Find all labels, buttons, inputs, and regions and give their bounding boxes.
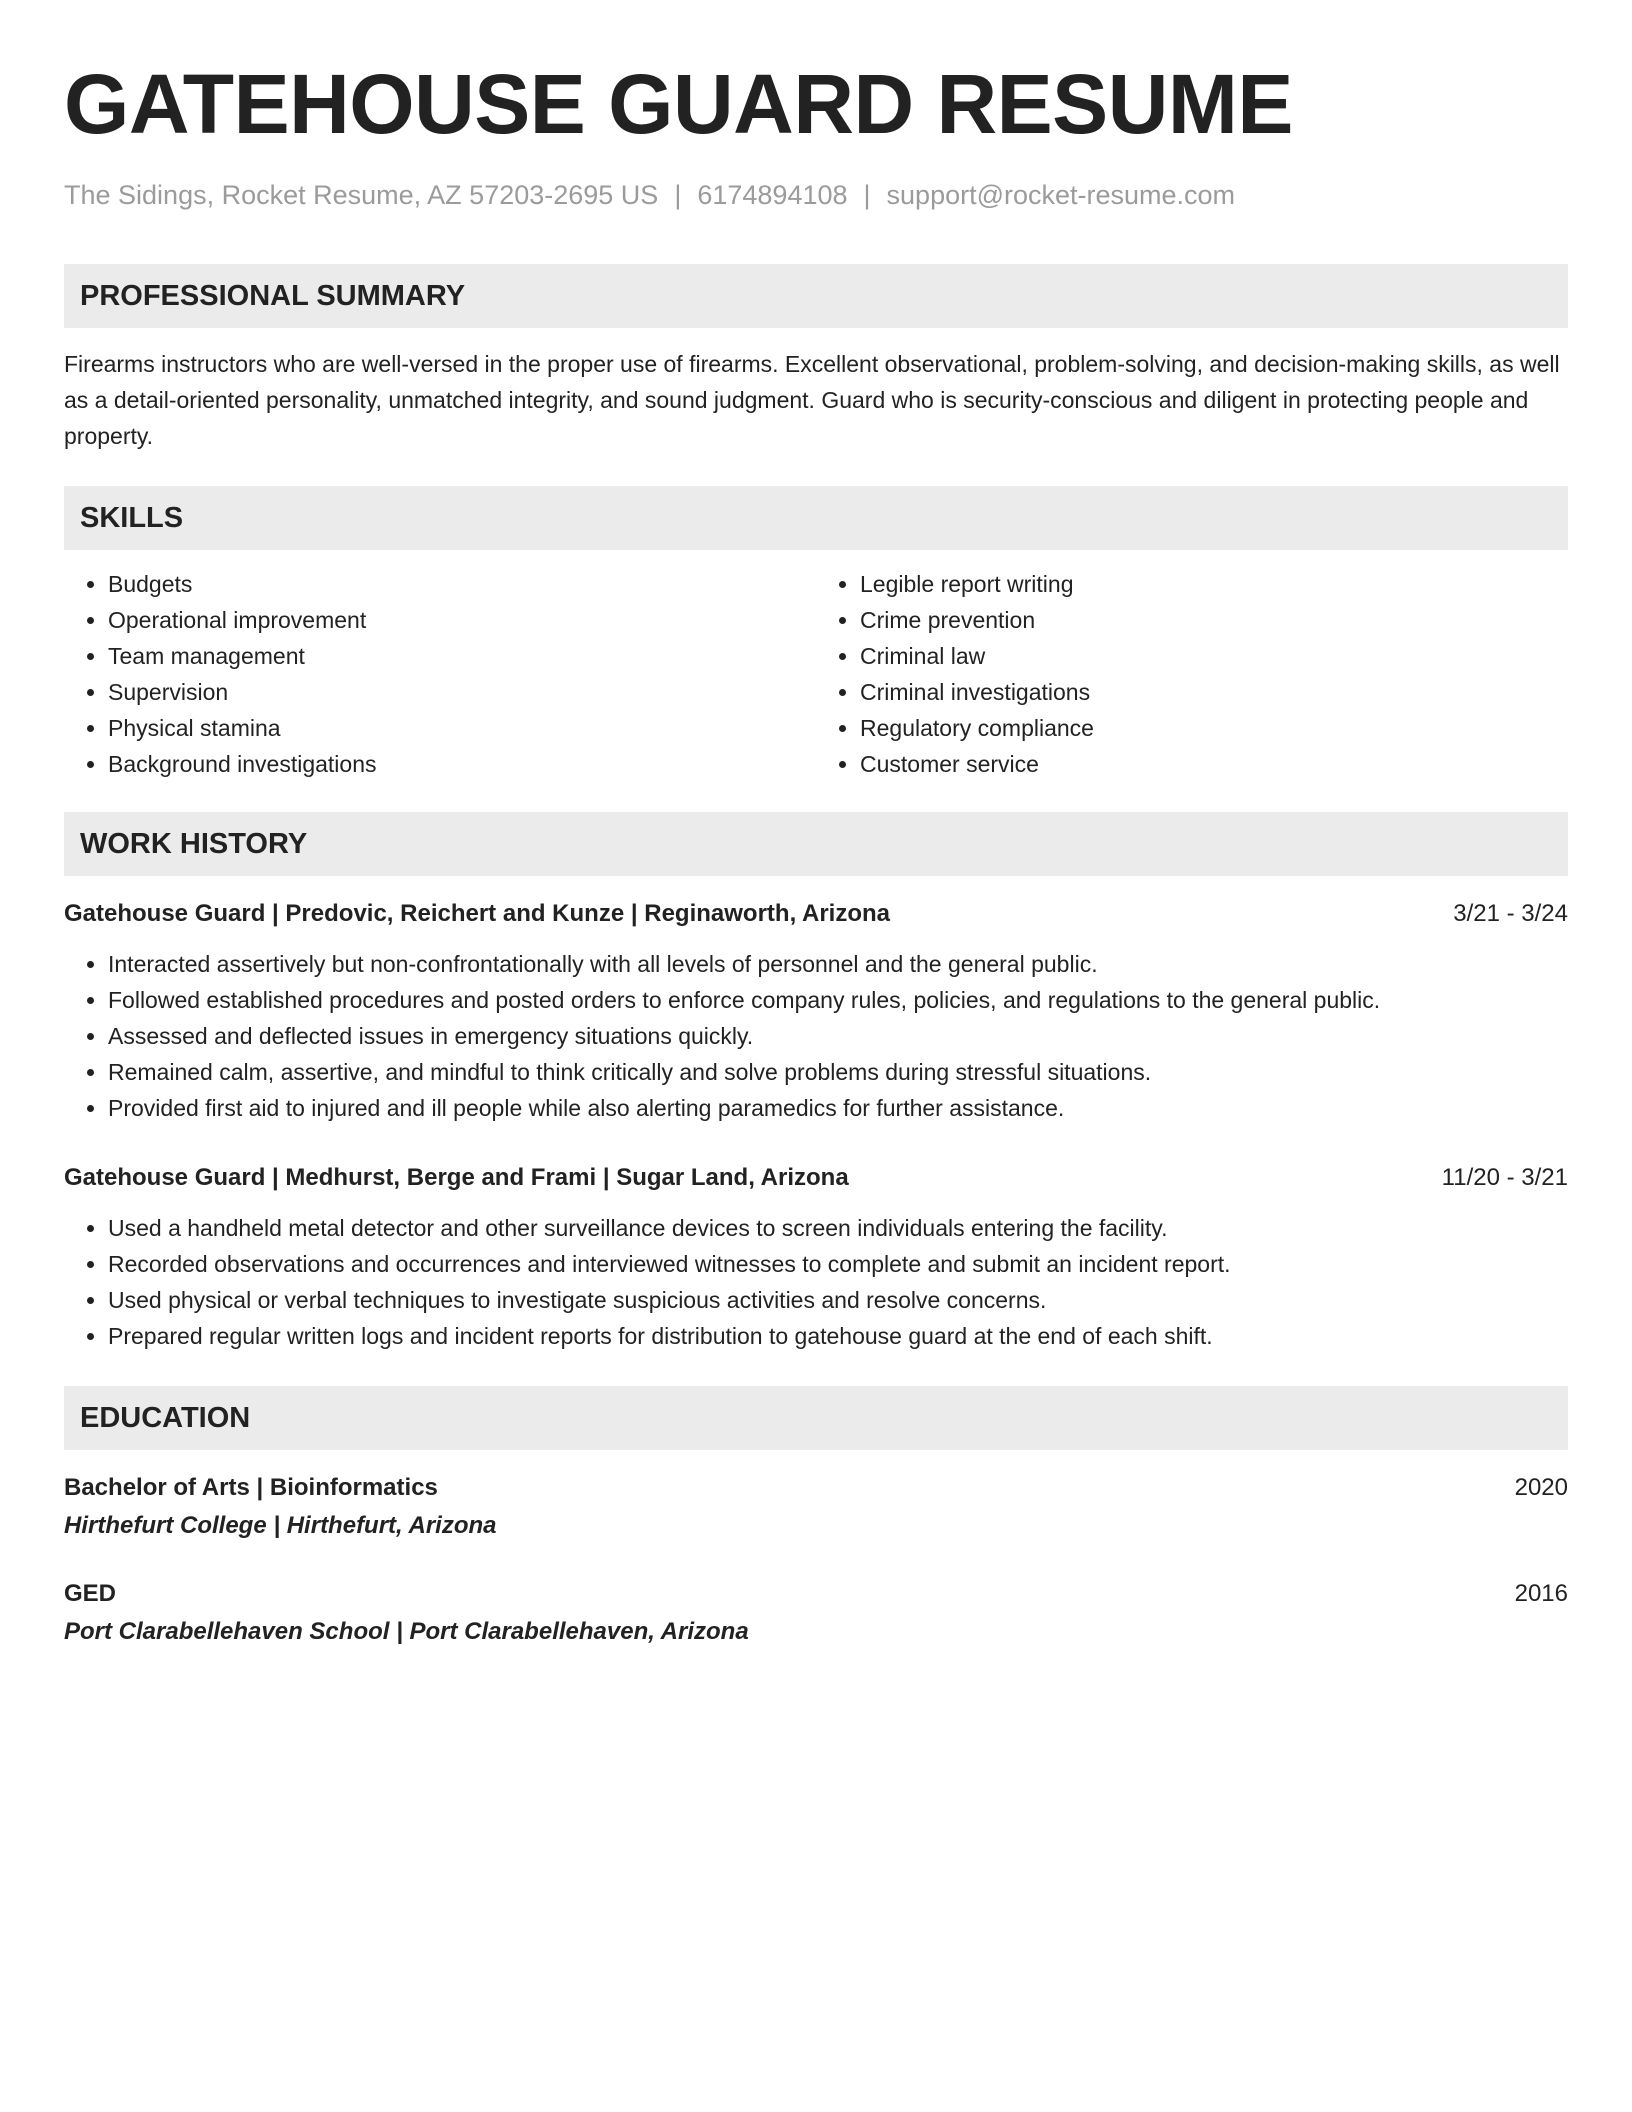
duty-item: • Provided first aid to injured and ill people while also alerting paramedics for further assistance. <box>108 1090 1568 1126</box>
duty-item: • Used a handheld metal detector and other surveillance devices to screen individuals entering the facility. <box>108 1210 1568 1246</box>
duty-item: • Interacted assertively but non-confrontationally with all levels of personnel and the general public. <box>108 946 1568 982</box>
job-duties <box>64 946 1568 1126</box>
skill-item: • Budgets <box>108 566 816 602</box>
contact-separator: | <box>674 180 682 210</box>
summary-heading: PROFESSIONAL SUMMARY <box>64 264 1568 328</box>
contact-line <box>64 178 1568 212</box>
job-entry <box>64 1162 1568 1354</box>
contact-phone: 6174894108 <box>697 180 848 210</box>
skills-list <box>64 566 1568 782</box>
skills-column-left <box>64 566 816 782</box>
skills-column-right <box>816 566 1568 782</box>
skill-item: • Supervision <box>108 674 816 710</box>
contact-separator: | <box>863 180 871 210</box>
job-duties <box>64 1210 1568 1354</box>
skill-item: • Legible report writing <box>860 566 1568 602</box>
education-entry <box>64 1472 1568 1542</box>
skill-item: • Operational improvement <box>108 602 816 638</box>
job-title: Gatehouse Guard | Predovic, Reichert and Kunze | Reginaworth, Arizona <box>64 900 891 927</box>
duty-item: • Followed established procedures and posted orders to enforce company rules, policies, and regulations to the general public. <box>108 982 1568 1018</box>
duty-item: • Assessed and deflected issues in emergency situations quickly. <box>108 1018 1568 1054</box>
job-entry <box>64 898 1568 1126</box>
skill-item: • Background investigations <box>108 746 816 782</box>
contact-address: The Sidings, Rocket Resume, AZ 57203-2695 US <box>64 180 659 210</box>
education-header <box>64 1578 1568 1610</box>
job-title: Gatehouse Guard | Medhurst, Berge and Frami | Sugar Land, Arizona <box>64 1164 849 1191</box>
graduation-year: 2020 <box>1514 1474 1568 1501</box>
job-header <box>64 898 1568 930</box>
job-dates: 11/20 - 3/21 <box>1441 1164 1568 1191</box>
skill-item: • Regulatory compliance <box>860 710 1568 746</box>
contact-email: support@rocket-resume.com <box>886 180 1236 210</box>
education-header <box>64 1472 1568 1504</box>
skill-item: • Criminal law <box>860 638 1568 674</box>
duty-item: • Used physical or verbal techniques to investigate suspicious activities and resolve concerns. <box>108 1282 1568 1318</box>
duty-item: • Remained calm, assertive, and mindful to think critically and solve problems during stressful situations. <box>108 1054 1568 1090</box>
degree: Bachelor of Arts | Bioinformatics <box>64 1474 438 1501</box>
school: Hirthefurt College | Hirthefurt, Arizona <box>64 1512 497 1539</box>
skill-item: • Customer service <box>860 746 1568 782</box>
skill-item: • Criminal investigations <box>860 674 1568 710</box>
job-dates: 3/21 - 3/24 <box>1453 900 1568 927</box>
skill-item: • Team management <box>108 638 816 674</box>
education-heading: EDUCATION <box>64 1386 1568 1450</box>
graduation-year: 2016 <box>1514 1580 1568 1607</box>
education-entry <box>64 1578 1568 1648</box>
skill-item: • Crime prevention <box>860 602 1568 638</box>
work-history-heading: WORK HISTORY <box>64 812 1568 876</box>
duty-item: • Recorded observations and occurrences and interviewed witnesses to complete and submit an incident report. <box>108 1246 1568 1282</box>
degree: GED <box>64 1580 117 1607</box>
school: Port Clarabellehaven School | Port Clarabellehaven, Arizona <box>64 1618 749 1645</box>
skills-heading: SKILLS <box>64 486 1568 550</box>
job-header <box>64 1162 1568 1194</box>
summary-text: Firearms instructors who are well-versed in the proper use of firearms. Excellent observational, problem-solving, and decision-making skills, as well as a detail-oriented personality, unmatched integrity, and sound judgment. Guard who is security-conscious and diligent in protecting people and property. <box>64 351 1560 449</box>
resume-title: GATEHOUSE GUARD RESUME <box>64 57 1293 151</box>
duty-item: • Prepared regular written logs and incident reports for distribution to gatehouse guard at the end of each shift. <box>108 1318 1568 1354</box>
skill-item: • Physical stamina <box>108 710 816 746</box>
